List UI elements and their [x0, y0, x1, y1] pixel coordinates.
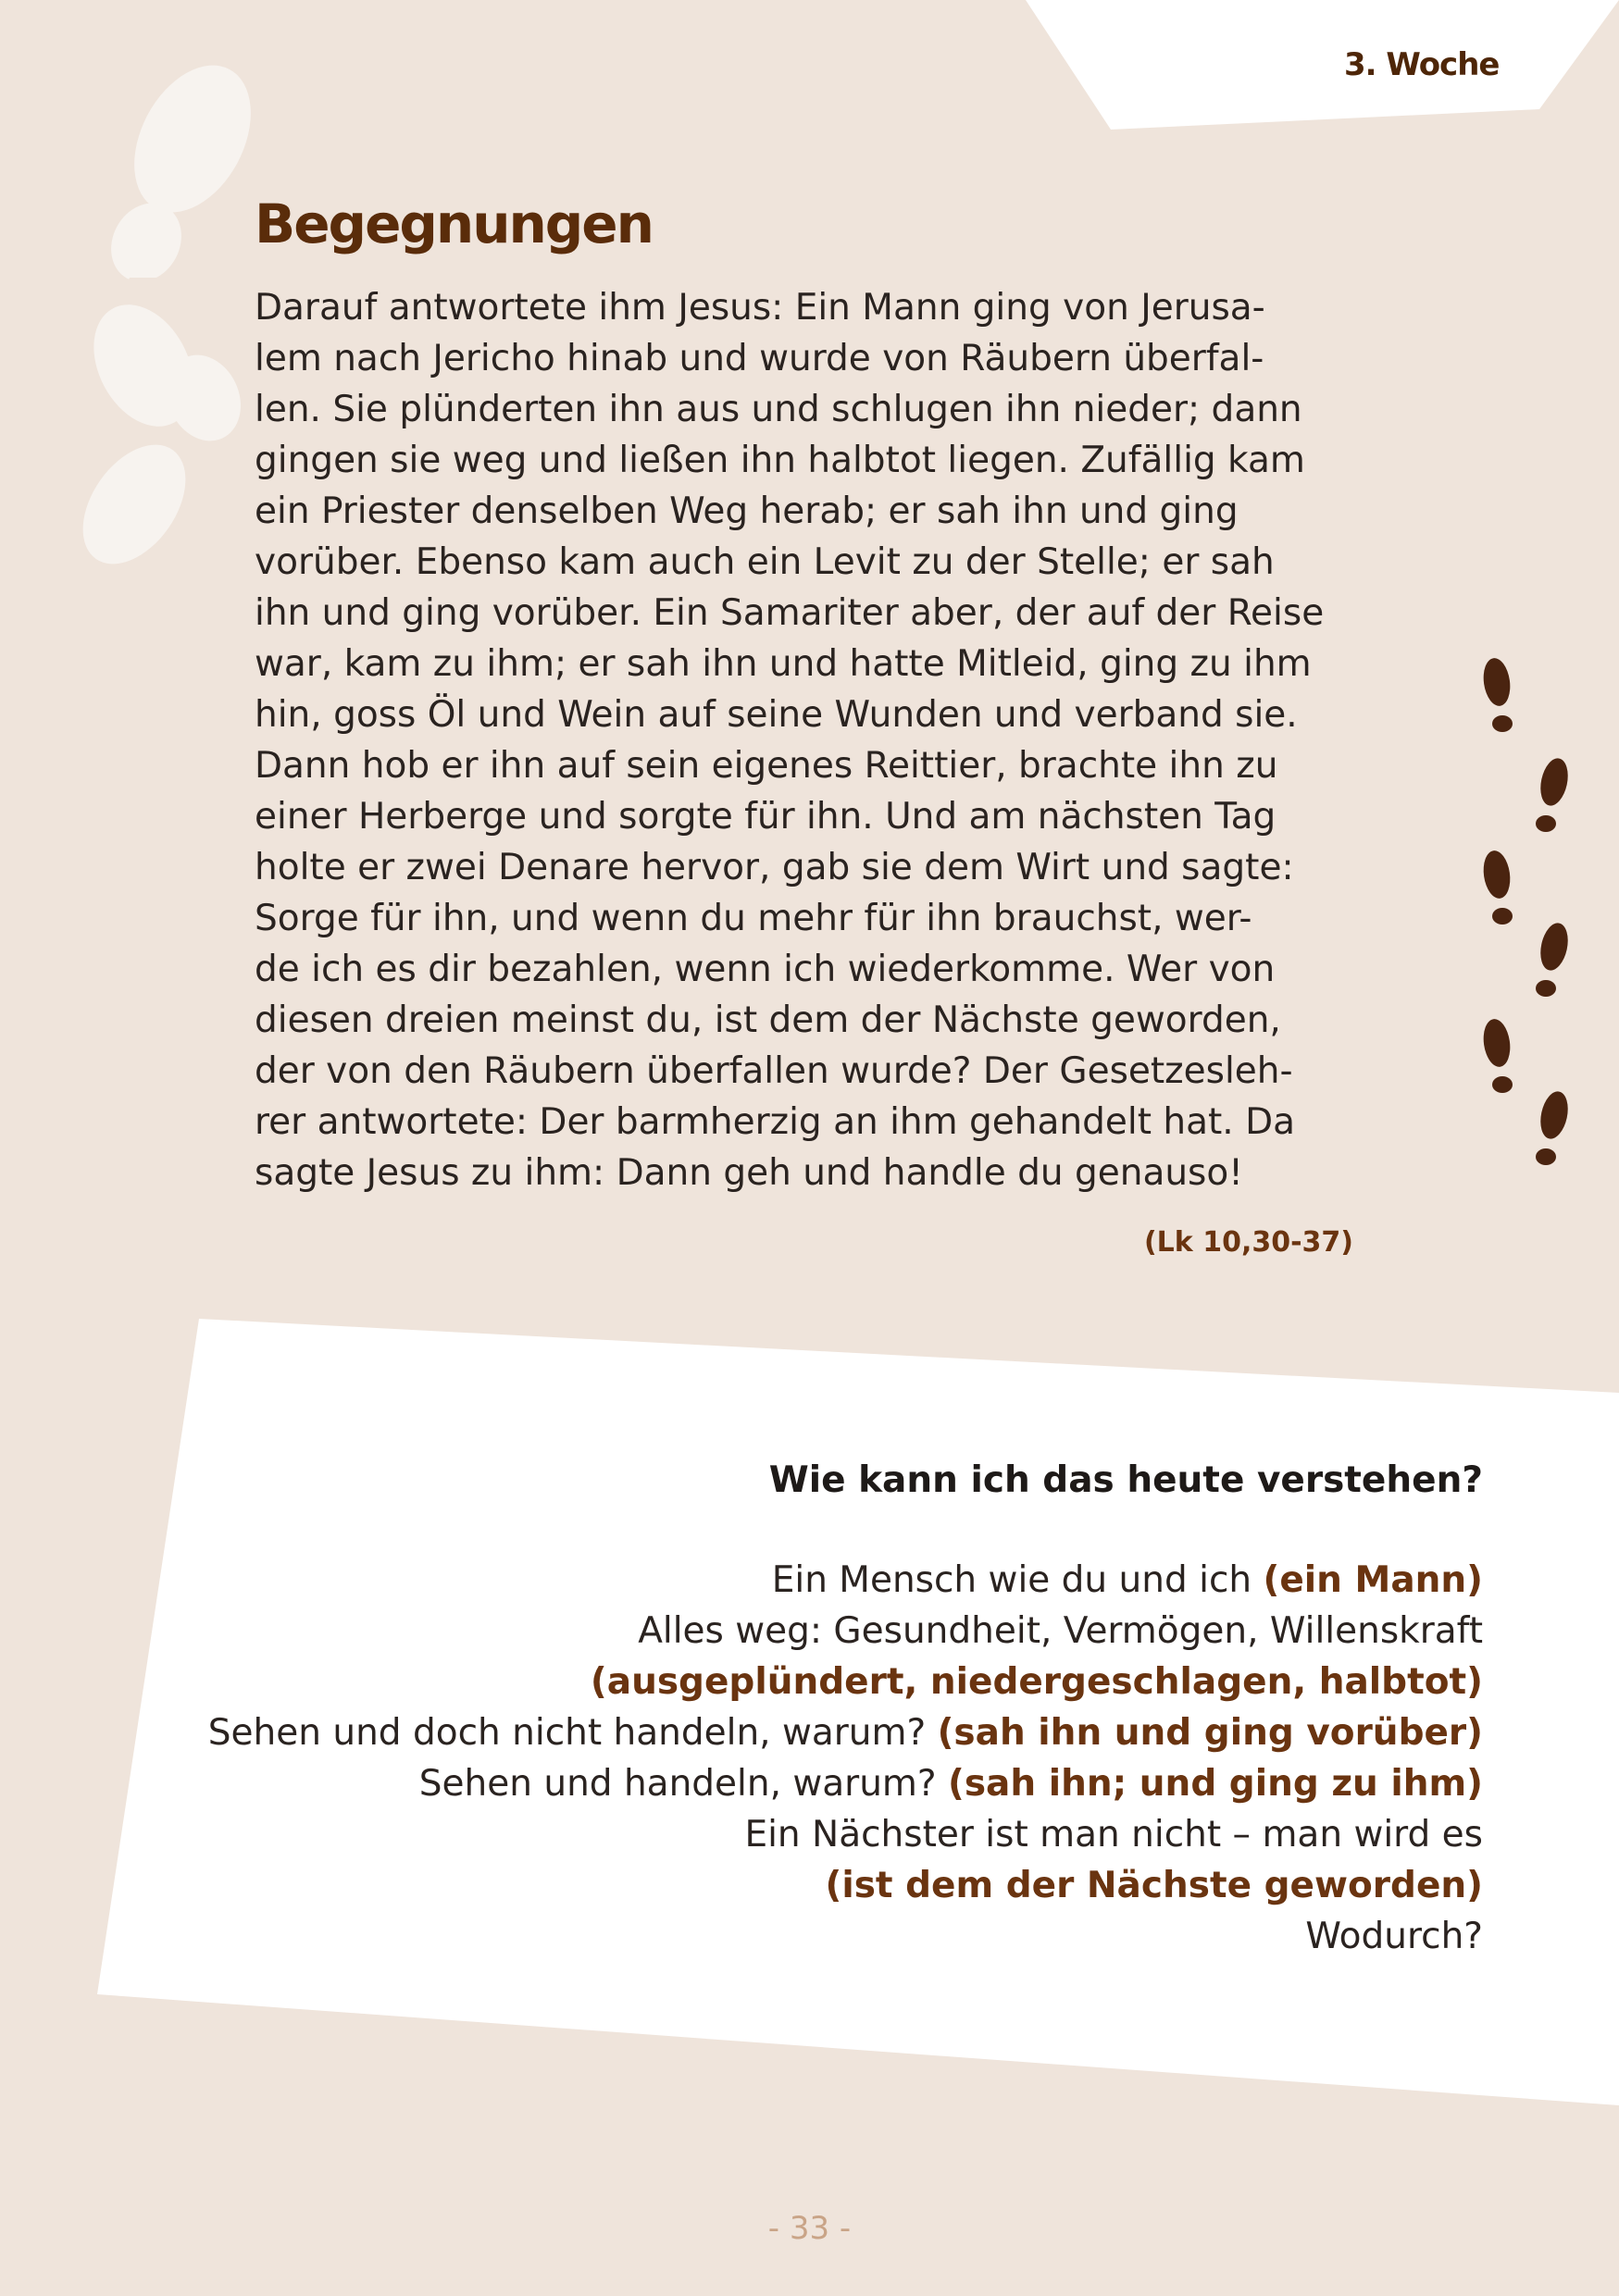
- scripture-line: de ich es dir bezahlen, wenn ich wiederkomme. Wer von: [255, 949, 1276, 990]
- reflection-line: [208, 1911, 1483, 1962]
- reflection-line-text: Sehen und doch nicht handeln, warum?: [207, 1712, 938, 1754]
- scripture-line: sagte Jesus zu ihm: Dann geh und handle du genauso!: [255, 1152, 1243, 1194]
- reflection-line: [208, 1555, 1483, 1606]
- scripture-line: Dann hob er ihn auf sein eigenes Reittier, brachte ihn zu: [255, 745, 1278, 787]
- reflection-line-text: Alles weg: Gesundheit, Vermögen, Willenskraft: [638, 1610, 1483, 1652]
- reflection-block: [208, 1453, 1483, 1962]
- reflection-line: [208, 1606, 1483, 1657]
- scripture-line: ein Priester denselben Weg herab; er sah ihn und ging: [255, 490, 1239, 532]
- scripture-citation: (Lk 10,30-37): [1143, 1226, 1353, 1259]
- reflection-question: Wie kann ich das heute verstehen?: [768, 1459, 1483, 1501]
- reflection-line: [208, 1860, 1483, 1911]
- scripture-line: gingen sie weg und ließen ihn halbtot liegen. Zufällig kam: [255, 440, 1305, 481]
- scripture-line: ihn und ging vorüber. Ein Samariter aber, der auf der Reise: [255, 592, 1325, 634]
- reflection-line: [208, 1707, 1483, 1758]
- reflection-line-text: Sehen und handeln, warum?: [418, 1763, 949, 1805]
- page-number: - 33 -: [767, 2210, 852, 2247]
- footprints-light-icon: [62, 45, 275, 583]
- reflection-line-highlight: (ein Mann): [1263, 1559, 1483, 1601]
- scripture-line: war, kam zu ihm; er sah ihn und hatte Mitleid, ging zu ihm: [255, 643, 1312, 685]
- scripture-line: diesen dreien meinst du, ist dem der Nächste geworden,: [255, 999, 1281, 1041]
- scripture-line: hin, goss Öl und Wein auf seine Wunden und verband sie.: [255, 694, 1298, 736]
- scripture-line: vorüber. Ebenso kam auch ein Levit zu der Stelle; er sah: [255, 541, 1275, 583]
- reflection-line-highlight: (sah ihn; und ging zu ihm): [948, 1763, 1483, 1805]
- reflection-line-text: Wodurch?: [1305, 1916, 1483, 1957]
- scripture-line: lem nach Jericho hinab und wurde von Räubern überfal-: [255, 338, 1264, 379]
- page-title: Begegnungen: [255, 192, 653, 255]
- reflection-line-highlight: (sah ihn und ging vorüber): [937, 1712, 1483, 1754]
- scripture-line: einer Herberge und sorgte für ihn. Und am nächsten Tag: [255, 796, 1277, 838]
- scripture-line: rer antwortete: Der barmherzig an ihm gehandelt hat. Da: [255, 1101, 1296, 1143]
- scripture-line: Darauf antwortete ihm Jesus: Ein Mann ging von Jerusa-: [255, 287, 1265, 329]
- scripture-line: len. Sie plünderten ihn aus und schlugen ihn nieder; dann: [255, 389, 1302, 430]
- scripture-line: holte er zwei Denare hervor, gab sie dem Wirt und sagte:: [255, 847, 1294, 888]
- reflection-line-text: Ein Nächster ist man nicht – man wird es: [744, 1814, 1483, 1855]
- week-label: 3. Woche: [1344, 46, 1500, 83]
- header-tab-shape: [1026, 0, 1619, 130]
- reflection-line-highlight: (ausgeplündert, niedergeschlagen, halbtot): [590, 1661, 1483, 1703]
- footprints-dark-icon: [1481, 656, 1573, 1165]
- reflection-line-text: Ein Mensch wie du und ich: [771, 1559, 1264, 1601]
- scripture-text: [255, 282, 1324, 1198]
- reflection-line: [208, 1657, 1483, 1707]
- reflection-line-highlight: (ist dem der Nächste geworden): [825, 1865, 1483, 1906]
- scripture-line: Sorge für ihn, und wenn du mehr für ihn brauchst, wer-: [255, 898, 1252, 939]
- scripture-line: der von den Räubern überfallen wurde? Der Gesetzesleh-: [255, 1050, 1293, 1092]
- reflection-line: [208, 1809, 1483, 1860]
- reflection-line: [208, 1758, 1483, 1809]
